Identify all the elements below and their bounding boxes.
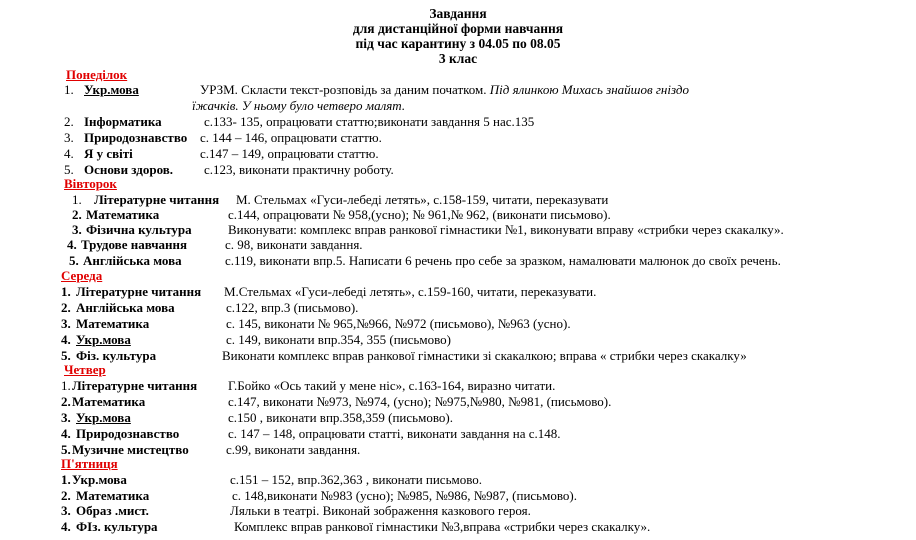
row-number: 2.	[61, 300, 71, 315]
day-title-monday: Понеділок	[66, 67, 128, 82]
subject-label: Літературне читання	[76, 284, 202, 299]
task-text: Г.Бойко «Ось такий у мене ніс», с.163-164, виразно читати.	[228, 378, 556, 393]
task-text-continued	[192, 98, 405, 114]
task-text: с.133- 135, опрацювати статтю;виконати завдання 5 нас.135	[204, 114, 535, 129]
task-text: с. 147 – 148, опрацювати статті, виконати завдання на с.148.	[228, 426, 561, 441]
task-text: с.151 – 152, впр.362,363 , виконати письмово.	[230, 472, 483, 487]
subject-label	[76, 503, 149, 519]
task-text: с. 98, виконати завдання.	[225, 237, 363, 252]
row-number: 5.	[69, 253, 79, 268]
task-text: с.99, виконати завдання.	[226, 442, 361, 457]
row-number: 3.	[64, 130, 74, 145]
header-subtitle: для дистанційної форми навчання	[352, 21, 564, 36]
day-title-tuesday: Вівторок	[64, 176, 117, 191]
subject-label: Математика	[76, 488, 150, 503]
row-number: 5.	[64, 162, 74, 177]
subject-label: Укр.мова	[84, 82, 139, 97]
subject-label: Літературне читання	[94, 192, 220, 207]
header-class: 3 клас	[438, 51, 478, 66]
task-text: Ляльки в театрі. Виконай зображення казкового героя.	[230, 503, 531, 518]
task-text: Комплекс вправ ранкової гімнастики №3,вправа «стрибки через скакалку».	[234, 519, 651, 534]
row-number: 2.	[64, 114, 74, 129]
task-text: с.147 – 149, опрацювати статтю.	[200, 146, 379, 161]
row-number: 4.	[61, 426, 71, 441]
task-text: М.Стельмах «Гуси-лебеді летять», с.159-160, читати, переказувати.	[224, 284, 597, 299]
row-number: 1.	[61, 472, 71, 487]
subject-label: Математика	[86, 207, 160, 222]
subject-label: ФІз. культура	[76, 519, 158, 534]
task-text-italic: Під ялинкою Михась знайшов гніздо	[489, 82, 689, 97]
subject-label: Математика	[72, 394, 146, 409]
task-text: с. 148,виконати №983 (усно); №985, №986, №987, (письмово).	[232, 488, 577, 503]
task-text	[200, 82, 689, 98]
row-number: 3.	[61, 316, 71, 331]
task-text: М. Стельмах «Гуси-лебеді летять», с.158-159, читати, переказувати	[236, 192, 609, 207]
document-header	[0, 6, 916, 66]
row-number: 3.	[61, 410, 71, 425]
row-number: 4.	[64, 146, 74, 161]
day-title-wednesday: Середа	[61, 268, 103, 283]
subject-label: Англійська мова	[83, 253, 182, 268]
row-number: 4.	[61, 519, 71, 534]
task-text: с. 145, виконати № 965,№966, №972 (письмово), №963 (усно).	[226, 316, 571, 331]
task-text: с. 144 – 146, опрацювати статтю.	[200, 130, 382, 145]
subject-label: Я у світі	[84, 146, 133, 161]
row-number: 5.	[61, 442, 71, 457]
task-text: с.119, виконати впр.5. Написати 6 речень про себе за зразком, намалювати малюнок до своїх речень.	[225, 253, 781, 268]
row-number: 4.	[67, 237, 77, 252]
subject-label: Музичне мистецтво	[72, 442, 189, 457]
subject-label: Природознавство	[76, 426, 180, 441]
row-number: 3.	[72, 222, 82, 237]
subject-label: Основи здоров.	[84, 162, 174, 177]
task-text: с.147, виконати №973, №974, (усно); №975,№980, №981, (письмово).	[228, 394, 612, 409]
subject-label: Трудове навчання	[81, 237, 188, 252]
row-number: 1.	[72, 192, 82, 207]
subject-label: Математика	[76, 316, 150, 331]
task-text-plain: УРЗМ. Скласти текст-розповідь за даним початком.	[200, 82, 490, 97]
task-text: с.150 , виконати впр.358,359 (письмово).	[228, 410, 453, 425]
row-number: 1.	[64, 82, 74, 97]
row-number: 1.	[61, 284, 71, 299]
header-period: під час карантину з 04.05 по 08.05	[355, 36, 561, 51]
task-text: с.123, виконати практичну роботу.	[204, 162, 394, 177]
row-number: 3.	[61, 503, 71, 518]
subject-label: Укр.мова	[76, 332, 131, 347]
task-text: с.122, впр.3 (письмово).	[226, 300, 359, 315]
task-text: с. 149, виконати впр.354, 355 (письмово)	[226, 332, 451, 347]
subject-label: Укр.мова	[76, 410, 131, 425]
subject-label: Фіз. культура	[76, 348, 157, 363]
subject-label: Інформатика	[84, 114, 162, 129]
subject-label: Укр.мова	[72, 472, 127, 487]
task-text: Виконувати: комплекс вправ ранкової гімнастики №1, виконувати вправу «стрибки через скакалку».	[228, 222, 784, 237]
row-number: 1.	[61, 378, 71, 393]
row-number: 2.	[61, 394, 71, 409]
subject-label-text: Образ .мист.	[76, 503, 149, 518]
subject-label: Природознавство	[84, 130, 188, 145]
row-number: 2.	[72, 207, 82, 222]
day-title-friday: П'ятниця	[61, 456, 118, 471]
header-title: Завдання	[429, 6, 487, 21]
subject-label: Англійська мова	[76, 300, 175, 315]
task-text: Виконати комплекс вправ ранкової гімнастики зі скакалкою; вправа « стрибки через скакалку»	[222, 348, 747, 363]
day-title-thursday: Четвер	[64, 362, 106, 377]
subject-label: Фізична культура	[86, 222, 192, 237]
task-text: с.144, опрацювати № 958,(усно); № 961,№ 962, (виконати письмово).	[228, 207, 611, 222]
task-text-italic-2: їжачків. У ньому було четверо малят.	[192, 98, 406, 113]
row-number: 2.	[61, 488, 71, 503]
row-number: 5.	[61, 348, 71, 363]
row-number: 4.	[61, 332, 71, 347]
subject-label: Літературне читання	[72, 378, 198, 393]
